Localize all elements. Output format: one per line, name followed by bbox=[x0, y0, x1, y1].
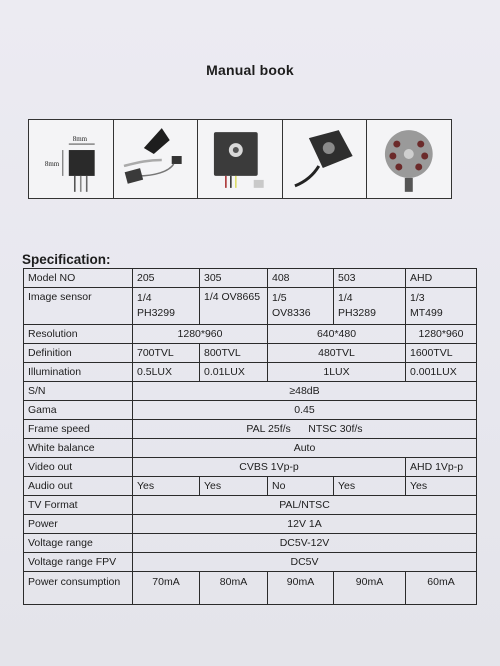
audio-out-cell: Yes bbox=[334, 477, 406, 496]
table-row-gama bbox=[24, 401, 477, 420]
board-camera-drawing bbox=[198, 120, 282, 198]
table-row-frame-speed bbox=[24, 420, 477, 439]
illumination-cell: 0.01LUX bbox=[200, 363, 268, 382]
row-label: Power bbox=[24, 515, 133, 534]
row-label: Image sensor bbox=[24, 288, 133, 325]
definition-cell: 700TVL bbox=[133, 344, 200, 363]
definition-cell: 800TVL bbox=[200, 344, 268, 363]
video-out-cell: CVBS 1Vp-p bbox=[133, 458, 406, 477]
row-label: S/N bbox=[24, 382, 133, 401]
row-label: White balance bbox=[24, 439, 133, 458]
model-cell: 305 bbox=[200, 269, 268, 288]
table-row-tv-format bbox=[24, 496, 477, 515]
specification-heading: Specification: bbox=[22, 252, 111, 267]
table-row-resolution bbox=[24, 325, 477, 344]
photo-camera-module-dimensions bbox=[29, 120, 114, 198]
row-label: Resolution bbox=[24, 325, 133, 344]
table-row-power-consumption bbox=[24, 572, 477, 605]
gama-cell: 0.45 bbox=[133, 401, 477, 420]
illumination-cell: 0.5LUX bbox=[133, 363, 200, 382]
ir-camera-drawing bbox=[367, 120, 451, 198]
voltage-range-cell: DC5V-12V bbox=[133, 534, 477, 553]
row-label: Voltage range bbox=[24, 534, 133, 553]
resolution-cell: 1280*960 bbox=[133, 325, 268, 344]
sn-cell: ≥48dB bbox=[133, 382, 477, 401]
audio-out-cell: Yes bbox=[200, 477, 268, 496]
model-cell: 503 bbox=[334, 269, 406, 288]
row-label: Video out bbox=[24, 458, 133, 477]
voltage-range-fpv-cell: DC5V bbox=[133, 553, 477, 572]
specification-table bbox=[23, 268, 477, 605]
white-balance-cell: Auto bbox=[133, 439, 477, 458]
table-row-audio-out bbox=[24, 477, 477, 496]
row-label: Gama bbox=[24, 401, 133, 420]
definition-cell: 1600TVL bbox=[406, 344, 477, 363]
row-label: Model NO bbox=[24, 269, 133, 288]
consumption-cell: 90mA bbox=[334, 572, 406, 605]
angled-camera-drawing bbox=[283, 120, 367, 198]
photo-square-board-camera bbox=[198, 120, 283, 198]
consumption-cell: 80mA bbox=[200, 572, 268, 605]
photo-round-ir-camera bbox=[367, 120, 451, 198]
table-row-sn bbox=[24, 382, 477, 401]
camera-module-drawing bbox=[29, 120, 113, 198]
table-row-definition bbox=[24, 344, 477, 363]
row-label: Illumination bbox=[24, 363, 133, 382]
frame-speed-cell: PAL 25f/s NTSC 30f/s bbox=[133, 420, 477, 439]
sensor-cell: 1/4 PH3299 bbox=[133, 288, 200, 325]
table-row-image-sensor bbox=[24, 288, 477, 325]
row-label: Frame speed bbox=[24, 420, 133, 439]
photo-angled-camera-module bbox=[283, 120, 368, 198]
row-label: Power consumption bbox=[24, 572, 133, 605]
consumption-cell: 70mA bbox=[133, 572, 200, 605]
row-label: Definition bbox=[24, 344, 133, 363]
model-cell: 205 bbox=[133, 269, 200, 288]
row-label: Voltage range FPV bbox=[24, 553, 133, 572]
sensor-cell: 1/4 PH3289 bbox=[334, 288, 406, 325]
width-dimension-label: 8mm bbox=[72, 135, 88, 144]
table-row-illumination bbox=[24, 363, 477, 382]
sensor-cell: 1/5 OV8336 bbox=[268, 288, 334, 325]
consumption-cell: 60mA bbox=[406, 572, 477, 605]
table-row-white-balance bbox=[24, 439, 477, 458]
tv-format-cell: PAL/NTSC bbox=[133, 496, 477, 515]
sensor-cell: 1/3 MT499 bbox=[406, 288, 477, 325]
table-row-video-out bbox=[24, 458, 477, 477]
table-row-power bbox=[24, 515, 477, 534]
table-row-voltage-range-fpv bbox=[24, 553, 477, 572]
height-dimension-label: 8mm bbox=[44, 159, 60, 168]
resolution-cell: 1280*960 bbox=[406, 325, 477, 344]
page-title: Manual book bbox=[206, 62, 294, 78]
power-cell: 12V 1A bbox=[133, 515, 477, 534]
illumination-cell: 0.001LUX bbox=[406, 363, 477, 382]
product-photo-strip bbox=[28, 119, 452, 199]
illumination-cell: 1LUX bbox=[268, 363, 406, 382]
table-row-model bbox=[24, 269, 477, 288]
consumption-cell: 90mA bbox=[268, 572, 334, 605]
definition-cell: 480TVL bbox=[268, 344, 406, 363]
sensor-cell: 1/4 OV8665 bbox=[200, 288, 268, 325]
resolution-cell: 640*480 bbox=[268, 325, 406, 344]
photo-pinhole-camera-cable bbox=[114, 120, 199, 198]
audio-out-cell: Yes bbox=[133, 477, 200, 496]
row-label: TV Format bbox=[24, 496, 133, 515]
model-cell: 408 bbox=[268, 269, 334, 288]
audio-out-cell: Yes bbox=[406, 477, 477, 496]
video-out-cell: AHD 1Vp-p bbox=[406, 458, 477, 477]
pinhole-camera-drawing bbox=[114, 120, 198, 198]
audio-out-cell: No bbox=[268, 477, 334, 496]
row-label: Audio out bbox=[24, 477, 133, 496]
model-cell: AHD bbox=[406, 269, 477, 288]
table-row-voltage-range bbox=[24, 534, 477, 553]
